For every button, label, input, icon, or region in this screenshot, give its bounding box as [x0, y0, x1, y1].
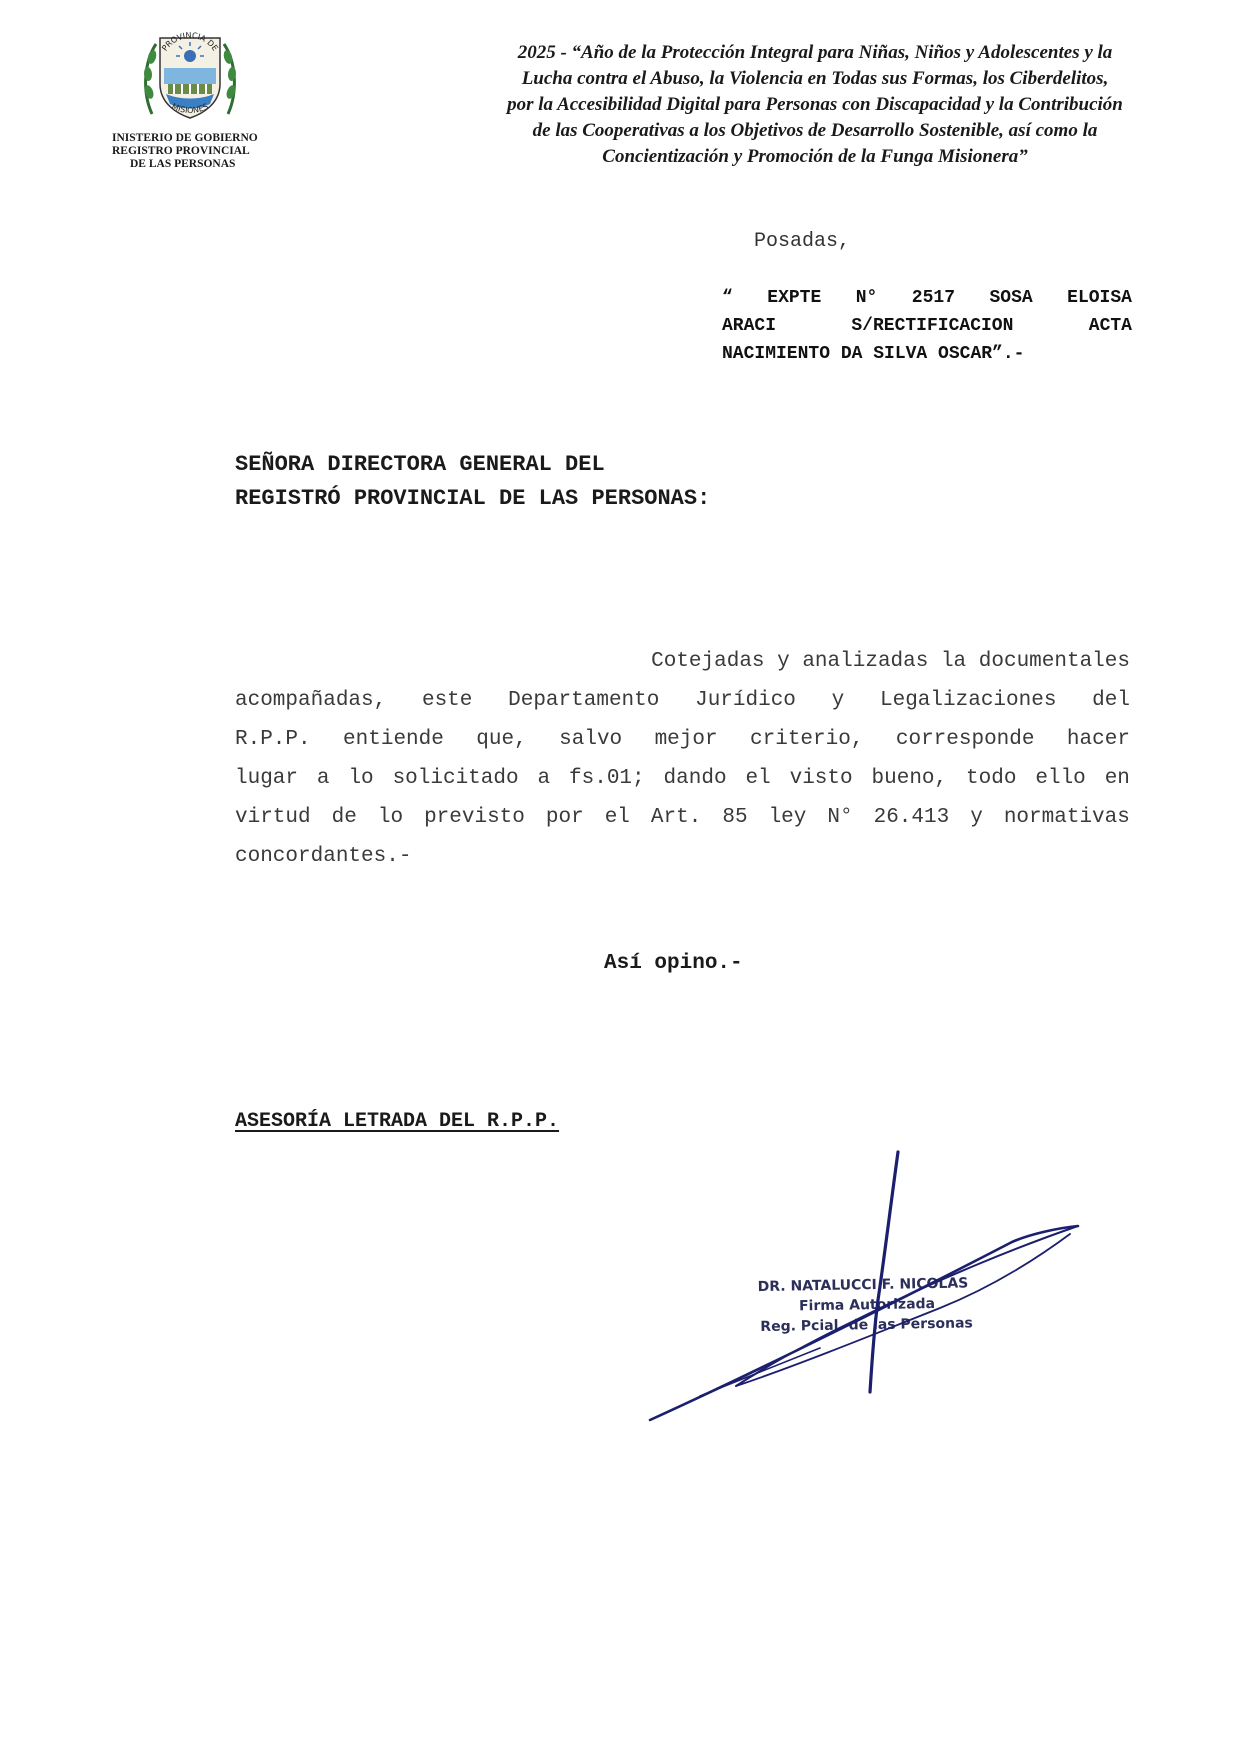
body-word: lugar	[235, 767, 299, 790]
motto-line: 2025 - “Año de la Protección Integral para Niñas, Niños y Adolescentes y la	[517, 42, 1113, 63]
year-motto	[455, 40, 1175, 170]
motto-line: de las Cooperativas a los Objetivos de Desarrollo Sostenible, así como la	[532, 120, 1098, 141]
org-line: DE LAS PERSONAS	[130, 158, 236, 170]
office-signature-line: ASESORÍA LETRADA DEL R.P.P.	[235, 1110, 560, 1133]
stamp-line: Reg. Pcial. de las Personas	[760, 1315, 973, 1336]
body-word: visto	[789, 767, 853, 790]
reference-word: ACTA	[1088, 316, 1132, 336]
body-word: 26.413	[873, 806, 950, 829]
crest-text-bottom: MISIONES	[170, 101, 210, 115]
body-word: hacer	[1066, 728, 1130, 751]
body-word: N°	[827, 806, 853, 829]
body-word: ley	[768, 806, 807, 829]
body-word: Legalizaciones	[880, 689, 1057, 712]
body-word: a	[537, 767, 551, 790]
body-line-text: Cotejadas y analizadas la documentales	[651, 650, 1130, 673]
body-word: dando	[663, 767, 727, 790]
body-word: y	[970, 806, 983, 829]
body-word: entiende	[343, 728, 444, 751]
motto-line: Concientización y Promoción de la Funga Misionera”	[602, 146, 1028, 167]
addressee	[235, 448, 710, 516]
reference-word: N°	[855, 288, 878, 308]
body-word: que,	[476, 728, 527, 751]
reference-line: NACIMIENTO DA SILVA OSCAR”.-	[722, 344, 1025, 364]
case-reference	[722, 284, 1132, 368]
stamp-line: DR. NATALUCCI F. NICOLAS	[757, 1275, 969, 1296]
body-word: en	[1104, 767, 1130, 790]
motto-line: por la Accesibilidad Digital para Personas con Discapacidad y la Contribución	[507, 94, 1123, 115]
addressee-line: REGISTRÓ PROVINCIAL DE LAS PERSONAS:	[235, 486, 711, 511]
body-word: y	[831, 689, 845, 712]
body-word: del	[1092, 689, 1130, 712]
org-line: REGISTRO PROVINCIAL	[112, 145, 250, 157]
body-word: Departamento	[508, 689, 660, 712]
body-word: salvo	[559, 728, 623, 751]
body-line	[235, 798, 1130, 837]
body-word: acompañadas,	[235, 689, 387, 712]
body-word: ello	[1035, 767, 1086, 790]
body-line	[235, 642, 1130, 681]
body-word: por	[545, 806, 584, 829]
body-word: de	[331, 806, 357, 829]
organization-name	[100, 132, 290, 171]
body-line: concordantes.-	[235, 845, 412, 868]
place-date: Posadas,	[754, 230, 851, 253]
stamp-line: Firma Autorizada	[798, 1296, 936, 1315]
body-word: lo	[348, 767, 374, 790]
body-word: R.P.P.	[235, 728, 311, 751]
body-line	[235, 759, 1130, 798]
reference-word: ELOISA	[1067, 288, 1132, 308]
org-line: INISTERIO DE GOBIERNO	[112, 132, 258, 144]
body-word: Jurídico	[695, 689, 796, 712]
body-word: criterio,	[750, 728, 864, 751]
body-paragraph	[235, 642, 1130, 876]
body-word: fs.01;	[569, 767, 645, 790]
body-word: bueno,	[871, 767, 948, 790]
body-line	[235, 720, 1130, 759]
crest-text-top: PROVINCIA DE	[160, 30, 220, 53]
body-word: el	[745, 767, 771, 790]
closing-phrase: Así opino.-	[604, 952, 743, 975]
reference-line	[722, 284, 1132, 312]
motto-line: Lucha contra el Abuso, la Violencia en Todas sus Formas, los Ciberdelitos,	[521, 68, 1109, 89]
reference-word: ARACI	[722, 316, 777, 336]
body-word: previsto	[424, 806, 525, 829]
reference-word: EXPTE	[767, 288, 822, 308]
reference-word: 2517	[911, 288, 956, 308]
addressee-line: SEÑORA DIRECTORA GENERAL DEL	[235, 452, 605, 477]
body-word: mejor	[654, 728, 718, 751]
reference-line	[722, 312, 1132, 340]
reference-word: SOSA	[989, 288, 1033, 308]
body-line	[235, 681, 1130, 720]
body-word: lo	[377, 806, 404, 829]
body-word: virtud	[235, 806, 311, 829]
body-word: Art.	[650, 806, 702, 829]
body-word: este	[421, 689, 473, 712]
body-word: 85	[722, 806, 748, 829]
provincia-de-misiones-crest-icon	[140, 22, 240, 122]
handwritten-signature-icon	[640, 1150, 1140, 1430]
body-word: a	[316, 767, 330, 790]
reference-word: “	[722, 288, 733, 308]
body-word: corresponde	[895, 728, 1035, 751]
reference-word: S/RECTIFICACION	[851, 316, 1014, 336]
body-word: el	[604, 806, 630, 829]
body-word: solicitado	[392, 767, 519, 790]
body-word: normativas	[1003, 806, 1130, 829]
body-word: todo	[966, 767, 1017, 790]
